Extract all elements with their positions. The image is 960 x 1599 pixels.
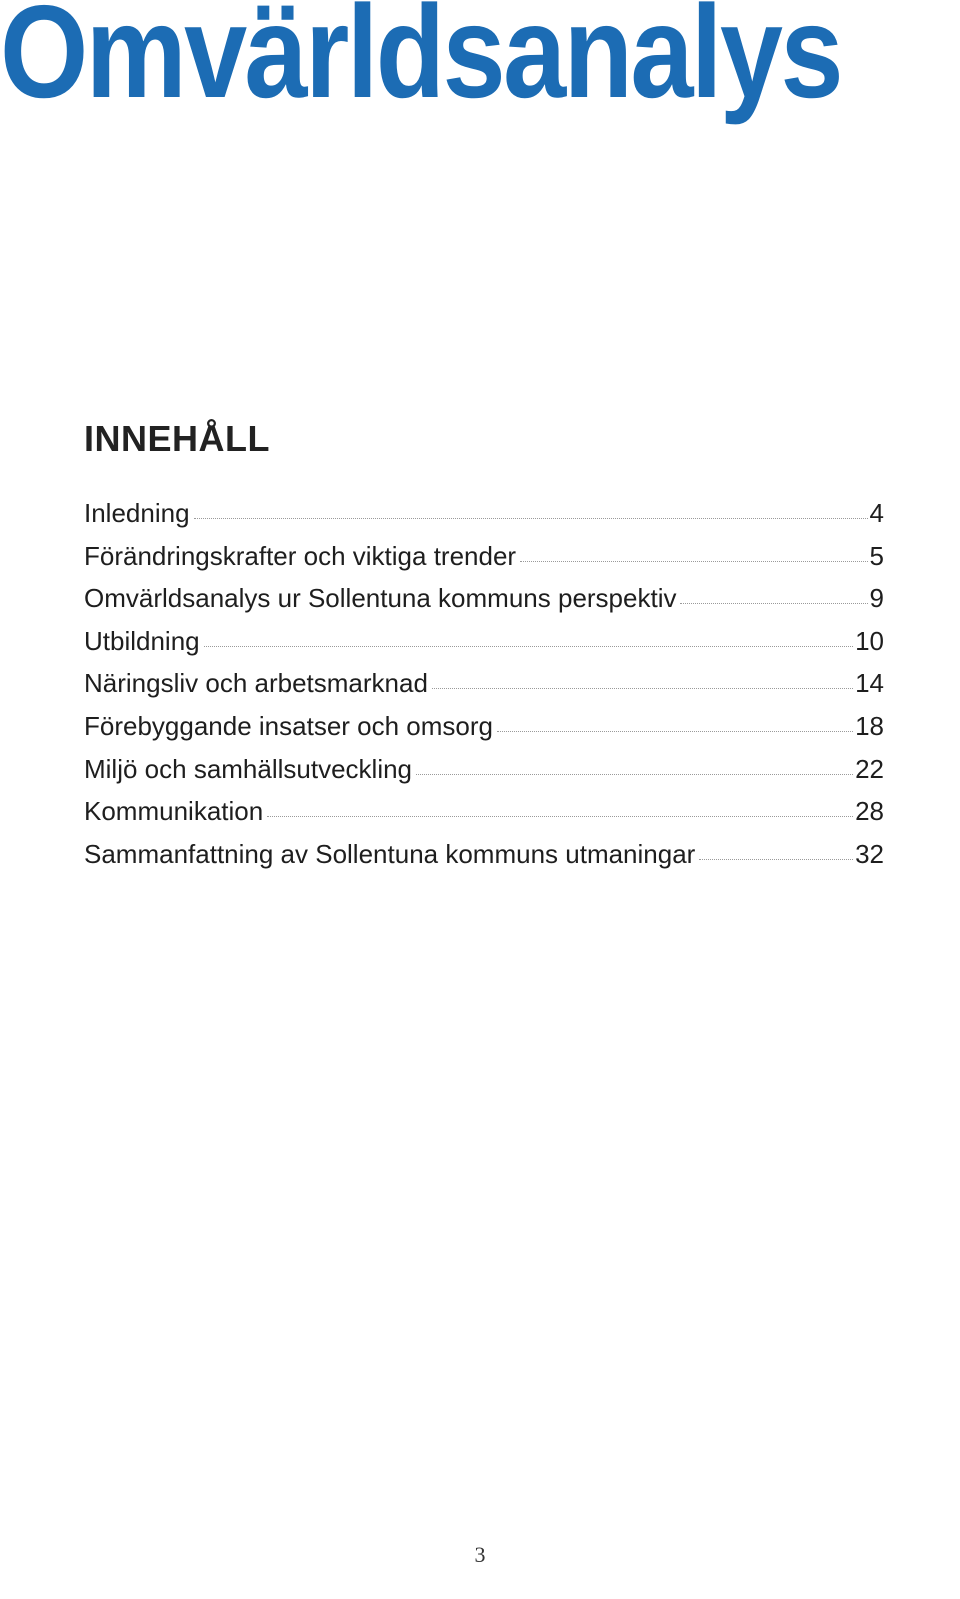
toc-entry-page: 14 [855, 668, 884, 699]
toc-leader-dots [520, 561, 867, 562]
toc-entry [84, 668, 884, 711]
toc-entry-page: 10 [855, 625, 884, 656]
toc-heading: INNEHÅLL [84, 418, 270, 459]
toc-entry-page: 4 [869, 498, 884, 528]
toc-entry [84, 711, 884, 754]
toc-entry-page: 9 [869, 583, 884, 614]
toc-entry-title: Utbildning [84, 625, 200, 656]
toc-leader-dots [194, 518, 868, 519]
toc-entry-page: 18 [855, 710, 884, 741]
toc-entry-title: Inledning [84, 498, 190, 528]
toc-leader-dots [680, 603, 867, 604]
toc-entry [84, 583, 884, 626]
toc-entry [84, 498, 884, 541]
toc-entry [84, 626, 884, 669]
toc-entry-title: Näringsliv och arbetsmarknad [84, 668, 428, 699]
toc-entry-page: 28 [855, 796, 884, 827]
toc-entry [84, 839, 884, 882]
toc-entry-page: 5 [869, 540, 884, 571]
document-title: Omvärldsanalys [0, 0, 841, 125]
toc-entry-title: Kommunikation [84, 796, 264, 827]
toc-entry-page: 22 [855, 753, 884, 784]
toc-leader-dots [204, 646, 853, 647]
toc-entry-title: Omvärldsanalys ur Sollentuna kommuns perspektiv [84, 583, 677, 614]
toc-entry-title: Miljö och samhällsutveckling [84, 753, 413, 784]
toc-leader-dots [699, 859, 853, 860]
toc-leader-dots [267, 816, 853, 817]
toc-leader-dots [416, 774, 853, 775]
toc-entry [84, 541, 884, 584]
page-number: 3 [474, 1542, 486, 1567]
toc-entry-title: Sammanfattning av Sollentuna kommuns utmaningar [84, 838, 696, 869]
toc-entry-title: Förändringskrafter och viktiga trender [84, 540, 517, 571]
table-of-contents [84, 498, 884, 881]
toc-leader-dots [432, 688, 853, 689]
toc-leader-dots [497, 731, 853, 732]
toc-entry-page: 32 [855, 838, 884, 869]
toc-entry [84, 754, 884, 797]
toc-entry [84, 796, 884, 839]
toc-entry-title: Förebyggande insatser och omsorg [84, 710, 494, 741]
